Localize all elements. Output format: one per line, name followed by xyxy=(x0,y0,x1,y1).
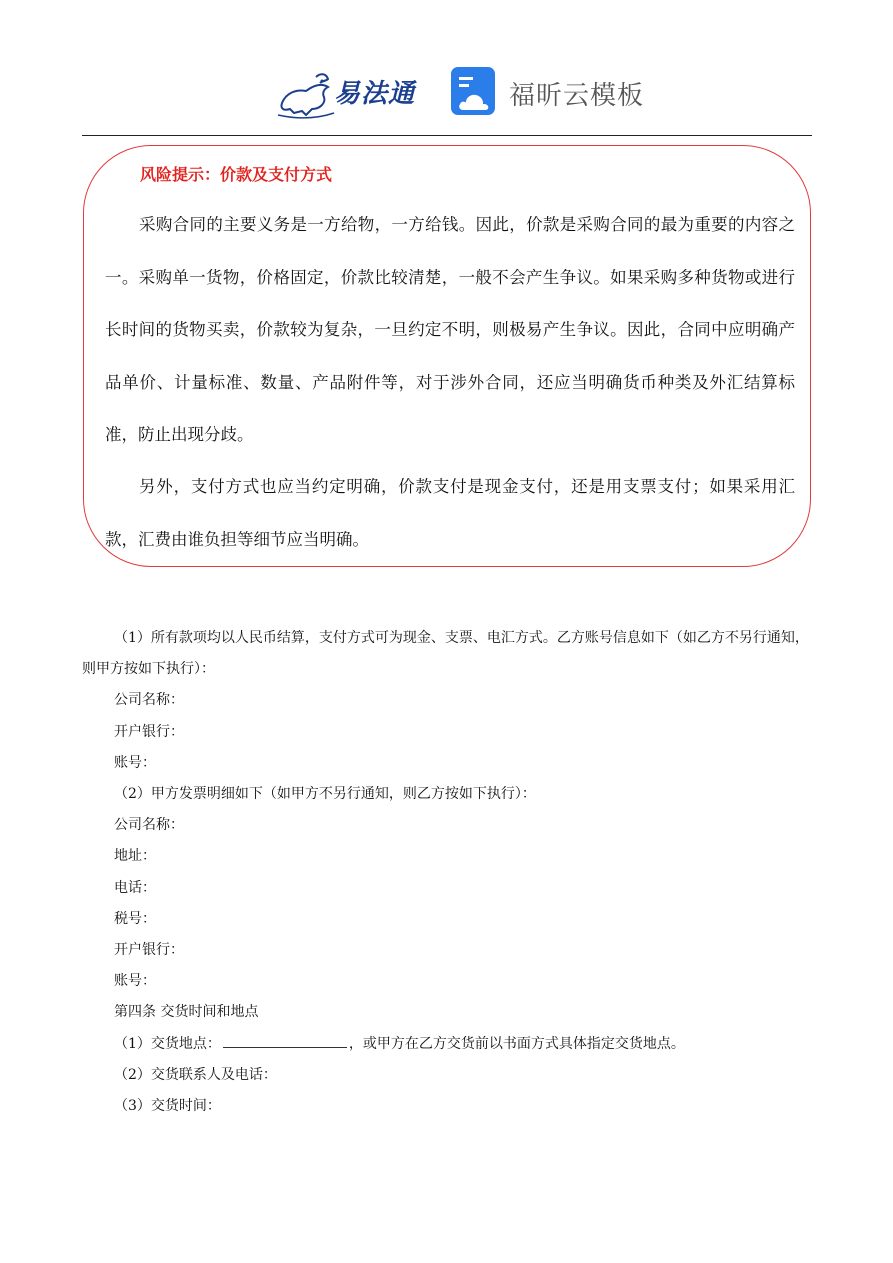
risk-tip-paragraph-1: 采购合同的主要义务是一方给物，一方给钱。因此，价款是采购合同的最为重要的内容之一。采购单一货物，价格固定，价款比较清楚，一般不会产生争议。如果采购多种货物或进行长时间的货物买卖，价款较为复杂，一旦约定不明，则极易产生争议。因此，合同中应明确产品单价、计量标准、数量、产品附件等，对于涉外合同，还应当明确货币种类及外汇结算标准，防止出现分歧。 xyxy=(105,215,795,444)
logo-right-text: 福昕云模板 xyxy=(509,81,645,111)
bank-label-2: 开户银行： xyxy=(114,942,184,959)
account-label-2: 账号： xyxy=(114,973,156,990)
delivery-place-line xyxy=(82,1029,812,1060)
company-name-label-1: 公司名称： xyxy=(114,692,184,709)
yifatong-logo xyxy=(276,63,426,121)
phone-label: 电话： xyxy=(114,879,156,896)
risk-tip-title: 风险提示：价款及支付方式 xyxy=(140,165,333,184)
delivery-place-prefix: （1）交货地点： xyxy=(114,1035,221,1052)
qilin-icon xyxy=(276,63,336,121)
logo-left-text: 易法通 xyxy=(334,79,416,109)
account-label-1: 账号： xyxy=(114,754,156,771)
delivery-time-line: （3）交货时间： xyxy=(114,1098,221,1115)
tax-number-label: 税号： xyxy=(114,910,156,927)
article-4-heading: 第四条 交货时间和地点 xyxy=(114,1004,259,1021)
header xyxy=(0,55,893,125)
delivery-contact-line: （2）交货联系人及电话： xyxy=(114,1066,277,1083)
foxit-cloud-logo xyxy=(449,65,659,121)
cloud-document-icon xyxy=(449,65,499,117)
company-name-label-2: 公司名称： xyxy=(114,817,184,834)
address-label: 地址： xyxy=(114,848,156,865)
contract-body xyxy=(82,623,812,1122)
invoice-clause: （2）甲方发票明细如下（如甲方不另行通知，则乙方按如下执行）： xyxy=(114,786,536,803)
header-divider xyxy=(82,135,812,136)
payment-clause: （1）所有款项均以人民币结算，支付方式可为现金、支票、电汇方式。乙方账号信息如下（如乙方不另行通知，则甲方按如下执行）： xyxy=(82,630,809,678)
delivery-place-blank xyxy=(223,1033,347,1048)
delivery-place-suffix: ，或甲方在乙方交货前以书面方式具体指定交货地点。 xyxy=(348,1035,685,1052)
bank-label-1: 开户银行： xyxy=(114,723,184,740)
risk-tip-paragraph-2: 另外，支付方式也应当约定明确，价款支付是现金支付，还是用支票支付；如果采用汇款，汇费由谁负担等细节应当明确。 xyxy=(105,477,795,549)
